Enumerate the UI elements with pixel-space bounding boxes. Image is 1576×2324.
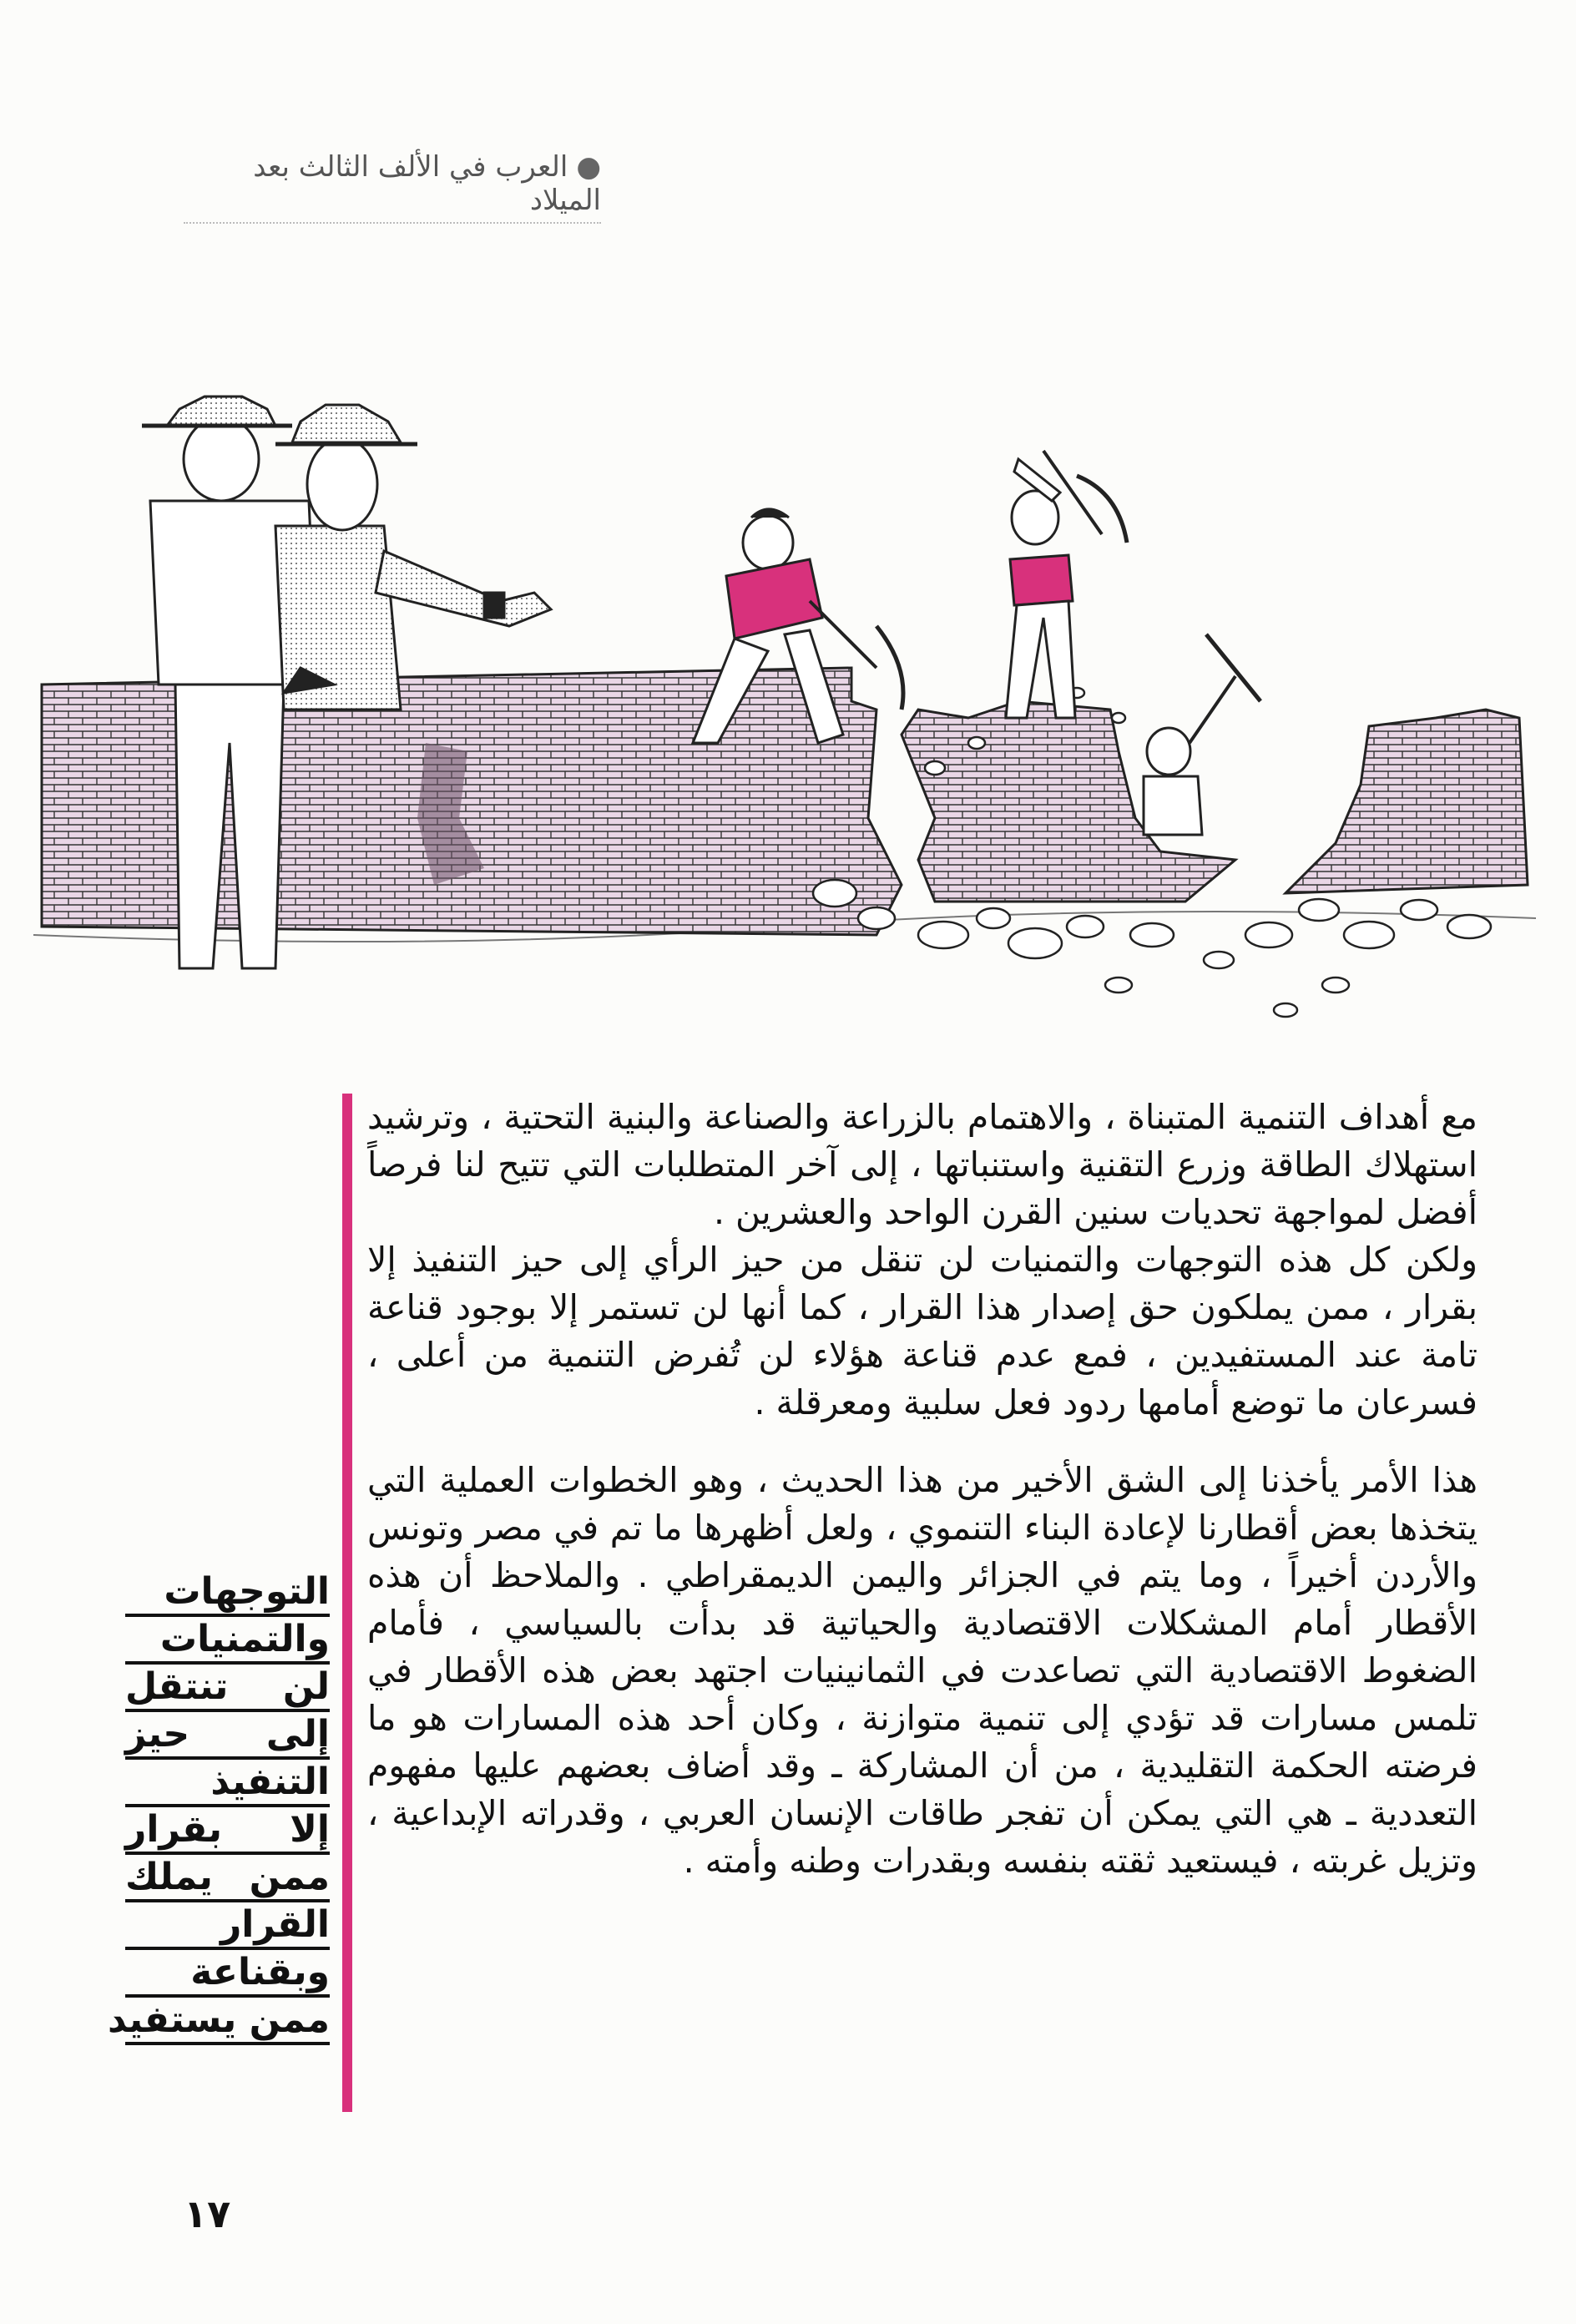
pull-quote-line: إلى حيز — [125, 1712, 330, 1760]
paragraph: مع أهداف التنمية المتبناة ، والاهتمام بالزراعة والصناعة والبنية التحتية ، وترشيد استهلاك الطاقة وزرع التقنية واستنباتها ، إلى آخر المتطلبات التي تتيح لنا فرصاً أفضل لمواجهة تحديات سنين القرن الواحد والعشرين . — [367, 1097, 1478, 1232]
worker-behind-wall — [1144, 634, 1260, 835]
accent-rule — [342, 1094, 352, 2112]
pull-quote-line: والتمنيات — [125, 1617, 330, 1665]
bullet-icon: ● — [576, 150, 601, 184]
pull-quote-line: وبقناعة — [125, 1950, 330, 1998]
running-title: العرب في الألف الثالث بعد الميلاد — [253, 150, 601, 217]
pull-quote — [108, 1569, 330, 2045]
man-pointing — [275, 405, 551, 710]
brick-wall-left — [42, 668, 902, 935]
page-number: ١٧ — [184, 2191, 231, 2236]
brick-wall-right — [1286, 710, 1528, 893]
pull-quote-line: ممن يملك — [125, 1855, 330, 1902]
pull-quote-line: القرار — [125, 1902, 330, 1950]
pull-quote-line: التنفيذ — [125, 1760, 330, 1807]
pull-quote-line: التوجهات — [125, 1569, 330, 1617]
paragraph: هذا الأمر يأخذنا إلى الشق الأخير من هذا الحديث ، وهو الخطوات العملية التي يتخذها بعض أقطارنا لإعادة البناء التنموي ، ولعل أظهرها ما تم في مصر وتونس والأردن أخيراً ، وما يتم في الجزائر واليمن الديمقراطي . والملاحظ أن هذه الأقطار أمام المشكلات الاقتصادية والحياتية قد بدأت بالسياسي ، فأمام الضغوط الاقتصادية التي تصاعدت في الثمانينيات اجتهد بعض هذه الأقطار في تلمس مسارات قد تؤدي إلى تنمية متوازنة ، وكان أحد هذه المسارات هو ما فرضته الحكمة التقليدية ، من أن المشاركة ـ وقد أضاف بعضهم عليها مفهوم التعددية ـ هي التي يمكن أن تفجر طاقات الإنسان العربي ، وقدراته الإبداعية ، وتزيل غربته ، فيستعيد ثقته بنفسه وبقدرات وطنه وأمته . — [367, 1460, 1478, 1881]
paragraph: ولكن كل هذه التوجهات والتمنيات لن تنقل من حيز الرأي إلى حيز التنفيذ إلا بقرار ، ممن يملكون حق إصدار هذا القرار ، كما أنها لن تستمر إلا بوجود قناعة تامة عند المستفيدين ، فمع عدم قناعة هؤلاء لن تُفرض التنمية من أعلى ، فسرعان ما توضع أمامها ردود فعل سلبية ومعرقلة . — [367, 1240, 1478, 1422]
cartoon-illustration — [33, 351, 1536, 1052]
pull-quote-line: ممن يستفيد — [125, 1998, 330, 2045]
pull-quote-line: لن تنتقل — [125, 1665, 330, 1712]
pull-quote-line: إلا بقرار — [125, 1807, 330, 1855]
article-body — [367, 1094, 1478, 1885]
worker-raising-pickaxe — [1006, 451, 1127, 718]
running-header — [184, 150, 601, 224]
